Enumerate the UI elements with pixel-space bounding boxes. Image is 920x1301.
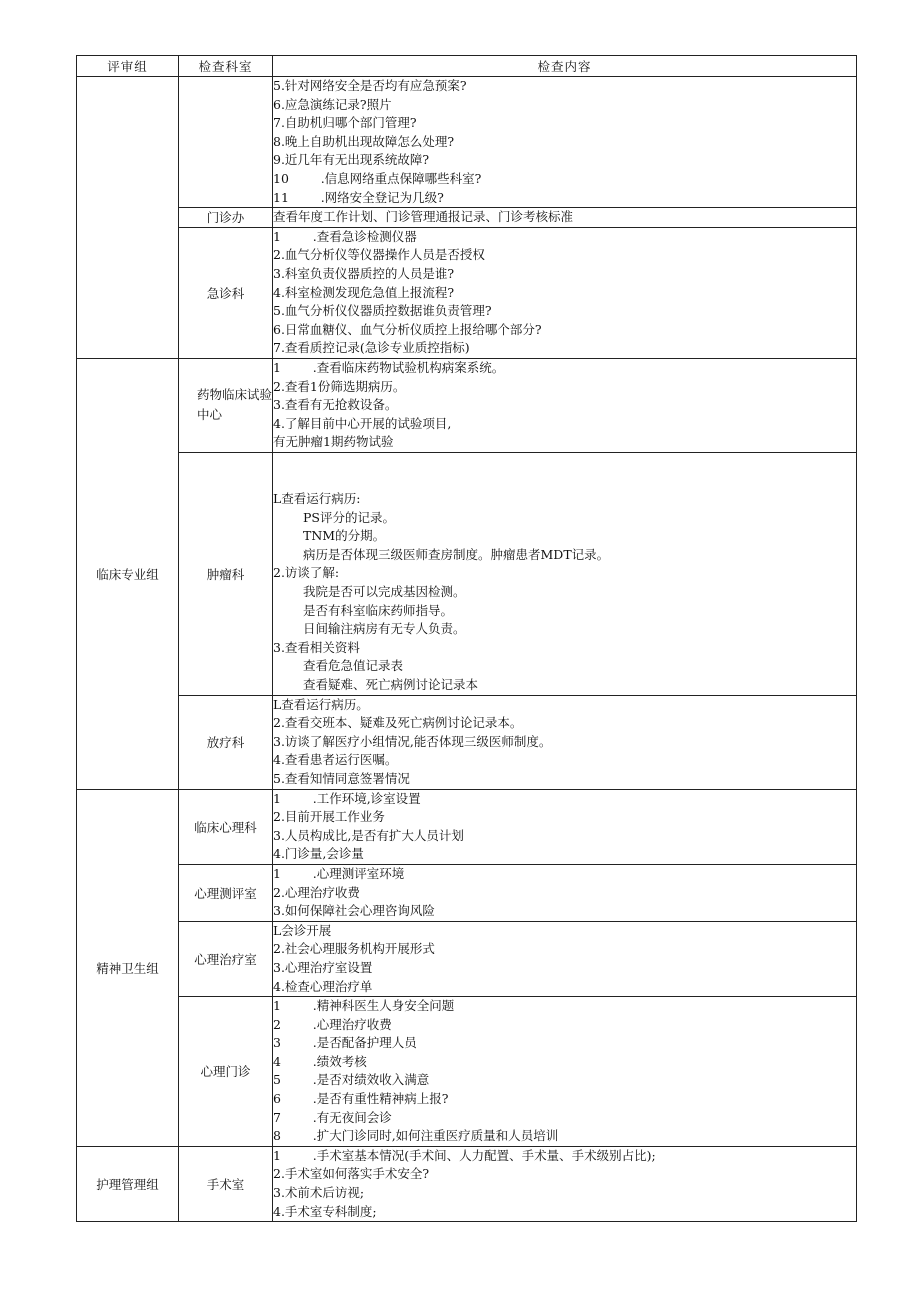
content-cell xyxy=(273,227,857,358)
content-line: 4.查看患者运行医嘱。 xyxy=(273,752,398,768)
dept-cell: 肿瘤科 xyxy=(179,452,273,695)
content-line: 5 .是否对绩效收入满意 xyxy=(273,1072,430,1088)
header-content: 检查内容 xyxy=(273,56,857,77)
content-line: 2.手术室如何落实手术安全? xyxy=(273,1166,430,1182)
content-line: 3.查看有无抢救设备。 xyxy=(273,397,398,413)
content-line: 6.日常血糖仪、血气分析仪质控上报给哪个部分? xyxy=(273,321,542,337)
group-cell xyxy=(77,77,179,359)
content-line: 3.查看相关资料 xyxy=(273,639,360,655)
dept-cell: 门诊办 xyxy=(179,208,273,228)
content-line: 1 .查看急诊检测仪器 xyxy=(273,228,417,244)
dept-cell: 手术室 xyxy=(179,1146,273,1221)
blank-line xyxy=(273,453,856,472)
content-line: 2.目前开展工作业务 xyxy=(273,809,385,825)
blank-line xyxy=(273,471,856,490)
content-line: 2.血气分析仪等仪器操作人员是否授权 xyxy=(273,247,485,263)
table-row xyxy=(77,77,857,208)
content-line: 10 .信息网络重点保障哪些科室? xyxy=(273,170,482,186)
content-line: 查看疑难、死亡病例讨论记录本 xyxy=(303,677,479,692)
header-group: 评审组 xyxy=(77,56,179,77)
table-row xyxy=(77,921,857,996)
content-line: 2.社会心理服务机构开展形式 xyxy=(273,941,435,957)
inspection-table xyxy=(76,55,857,1222)
content-line: 5.血气分析仪仪器质控数据谁负责管理? xyxy=(273,303,492,319)
content-line: PS评分的记录。 xyxy=(303,509,395,525)
dept-cell: 放疗科 xyxy=(179,695,273,789)
content-cell xyxy=(273,358,857,452)
content-line: 7 .有无夜间会诊 xyxy=(273,1109,392,1125)
content-line: 4.门诊量,会诊量 xyxy=(273,846,364,862)
dept-cell: 临床心理科 xyxy=(179,789,273,864)
table-row xyxy=(77,997,857,1147)
table-row xyxy=(77,1146,857,1221)
content-line: L查看运行病历: xyxy=(273,491,361,507)
content-line: 4.手术室专科制度; xyxy=(273,1203,377,1219)
content-line: 2 .心理治疗收费 xyxy=(273,1016,392,1032)
content-line: 4.科室检测发现危急值上报流程? xyxy=(273,284,455,300)
content-line: 2.访谈了解: xyxy=(273,565,340,581)
content-line: 3.术前术后访视; xyxy=(273,1185,365,1201)
table-row xyxy=(77,789,857,864)
content-cell xyxy=(273,864,857,921)
content-line: 8.晚上自助机出现故障怎么处理? xyxy=(273,133,455,149)
group-cell: 精神卫生组 xyxy=(77,789,179,1146)
content-line: 3.科室负责仪器质控的人员是谁? xyxy=(273,265,455,281)
table-row xyxy=(77,208,857,228)
content-line: 查看年度工作计划、门诊管理通报记录、门诊考核标准 xyxy=(273,209,574,225)
header-dept: 检查科室 xyxy=(179,56,273,77)
content-line: 1 .查看临床药物试验机构病案系统。 xyxy=(273,359,505,375)
content-cell xyxy=(273,208,857,228)
content-cell xyxy=(273,997,857,1147)
dept-cell: 急诊科 xyxy=(179,227,273,358)
content-line: 有无肿瘤1期药物试验 xyxy=(273,434,394,450)
content-line: L会诊开展 xyxy=(273,922,332,938)
content-line: 4.检查心理治疗单 xyxy=(273,978,373,994)
table-row xyxy=(77,452,857,695)
content-line: 2.查看交班本、疑难及死亡病例讨论记录本。 xyxy=(273,715,523,731)
content-line: 7.自助机归哪个部门管理? xyxy=(273,115,417,131)
content-line: 11 .网络安全登记为几级? xyxy=(273,189,444,205)
table-row xyxy=(77,358,857,452)
group-cell: 护理管理组 xyxy=(77,1146,179,1221)
content-cell-network xyxy=(273,77,857,208)
content-line: TNM的分期。 xyxy=(303,528,386,544)
content-line: 6.应急演练记录?照片 xyxy=(273,96,392,112)
content-line: 2.心理治疗收费 xyxy=(273,884,360,900)
dept-cell: 心理门诊 xyxy=(179,997,273,1147)
content-line: 6 .是否有重性精神病上报? xyxy=(273,1091,449,1107)
content-cell xyxy=(273,695,857,789)
content-line: 3.人员构成比,是否有扩大人员计划 xyxy=(273,827,464,843)
content-line: 是否有科室临床药师指导。 xyxy=(303,602,454,618)
dept-cell xyxy=(179,77,273,208)
content-line: 3.如何保障社会心理咨询风险 xyxy=(273,903,435,919)
table-row xyxy=(77,695,857,789)
content-line: 5.查看知情同意签署情况 xyxy=(273,770,410,786)
content-line: 1 .精神科医生人身安全问题 xyxy=(273,998,455,1014)
group-cell: 临床专业组 xyxy=(77,358,179,789)
content-line: 2.查看1份筛选期病历。 xyxy=(273,378,406,394)
content-line: 7.查看质控记录(急诊专业质控指标) xyxy=(273,340,470,356)
table-row xyxy=(77,227,857,358)
content-line: 4.了解目前中心开展的试验项目, xyxy=(273,415,452,431)
content-line: 查看危急值记录表 xyxy=(303,658,404,674)
content-line: 1 .手术室基本情况(手术间、人力配置、手术量、手术级别占比); xyxy=(273,1147,656,1163)
content-line: 3.心理治疗室设置 xyxy=(273,959,373,975)
content-line: 1 .工作环境,诊室设置 xyxy=(273,790,421,806)
content-cell xyxy=(273,1146,857,1221)
content-line: 5.针对网络安全是否均有应急预案? xyxy=(273,78,467,93)
content-cell xyxy=(273,789,857,864)
content-line: 9.近几年有无出现系统故障? xyxy=(273,152,430,168)
content-line: 我院是否可以完成基因检测。 xyxy=(303,584,466,600)
table-row xyxy=(77,864,857,921)
dept-cell: 心理治疗室 xyxy=(179,921,273,996)
dept-cell: 药物临床试验中心 xyxy=(179,358,273,452)
content-line: L查看运行病历。 xyxy=(273,696,369,712)
content-line: 病历是否体现三级医师查房制度。肿瘤患者MDT记录。 xyxy=(303,546,610,562)
content-cell xyxy=(273,921,857,996)
content-cell xyxy=(273,452,857,695)
header-row xyxy=(77,56,857,77)
content-line: 3.访谈了解医疗小组情况,能否体现三级医师制度。 xyxy=(273,733,552,749)
content-line: 8 .扩大门诊同时,如何注重医疗质量和人员培训 xyxy=(273,1128,559,1144)
content-line: 3 .是否配备护理人员 xyxy=(273,1035,417,1051)
dept-cell: 心理测评室 xyxy=(179,864,273,921)
content-line: 日间输注病房有无专人负责。 xyxy=(303,621,466,637)
content-line: 4 .绩效考核 xyxy=(273,1053,367,1069)
content-line: 1 .心理测评室环境 xyxy=(273,865,405,881)
